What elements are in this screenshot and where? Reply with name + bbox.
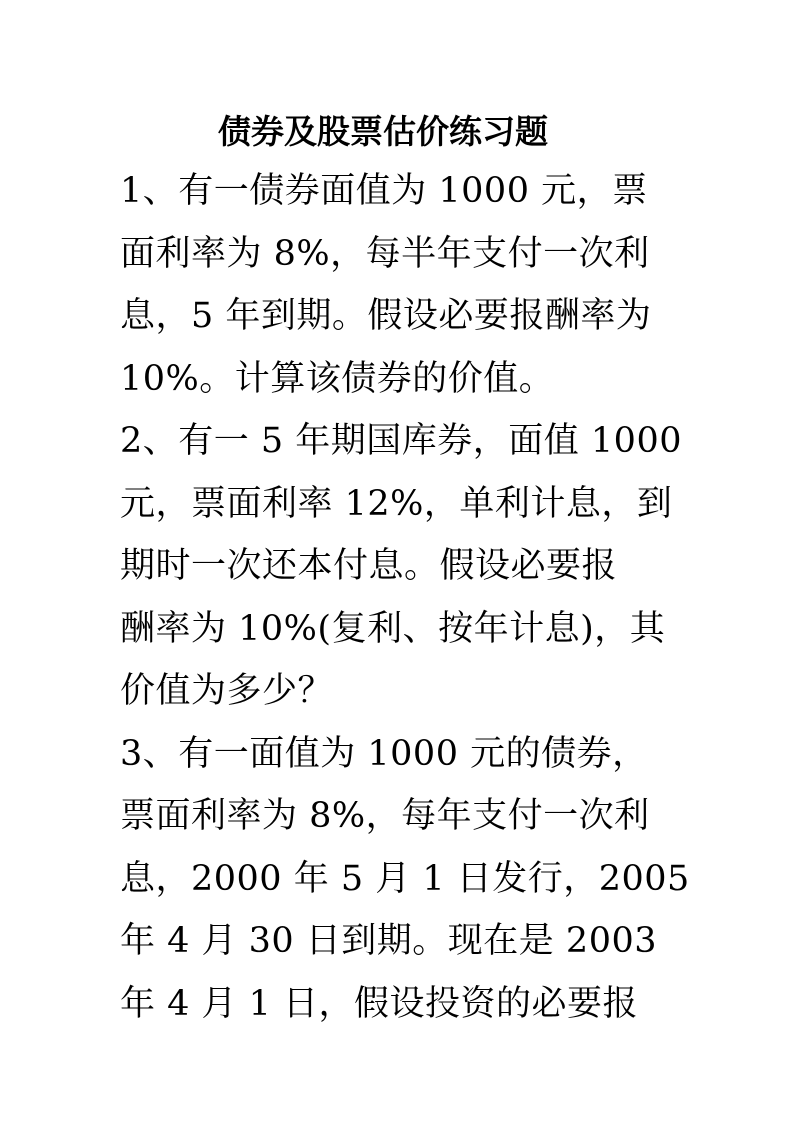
- text-line: 期时一次还本付息。假设必要报: [120, 546, 618, 586]
- text-line: 年 4 月 30 日到期。现在是 2003: [120, 921, 658, 961]
- text-line: 息，5 年到期。假设必要报酬率为: [120, 296, 652, 336]
- document-title: 债券及股票估价练习题: [218, 112, 548, 151]
- text-line: 1、有一债券面值为 1000 元，票: [120, 171, 648, 211]
- text-line: 面利率为 8%，每半年支付一次利: [120, 233, 650, 274]
- text-line: 票面利率为 8%，每年支付一次利: [120, 796, 650, 836]
- text-line: 元，票面利率 12%，单利计息，到: [120, 483, 673, 524]
- text-line: 10%。计算该债券的价值。: [120, 358, 555, 399]
- document-body: [120, 160, 690, 1035]
- text-line: 息，2000 年 5 月 1 日发行，2005: [120, 858, 690, 899]
- text-line: 酬率为 10%(复利、按年计息)，其: [120, 608, 666, 649]
- text-line: 3、有一面值为 1000 元的债券，: [120, 733, 648, 774]
- text-line: 年 4 月 1 日，假设投资的必要报: [120, 983, 639, 1024]
- text-line: 价值为多少？: [120, 671, 334, 711]
- text-line: 2、有一 5 年期国库券，面值 1000: [120, 421, 682, 461]
